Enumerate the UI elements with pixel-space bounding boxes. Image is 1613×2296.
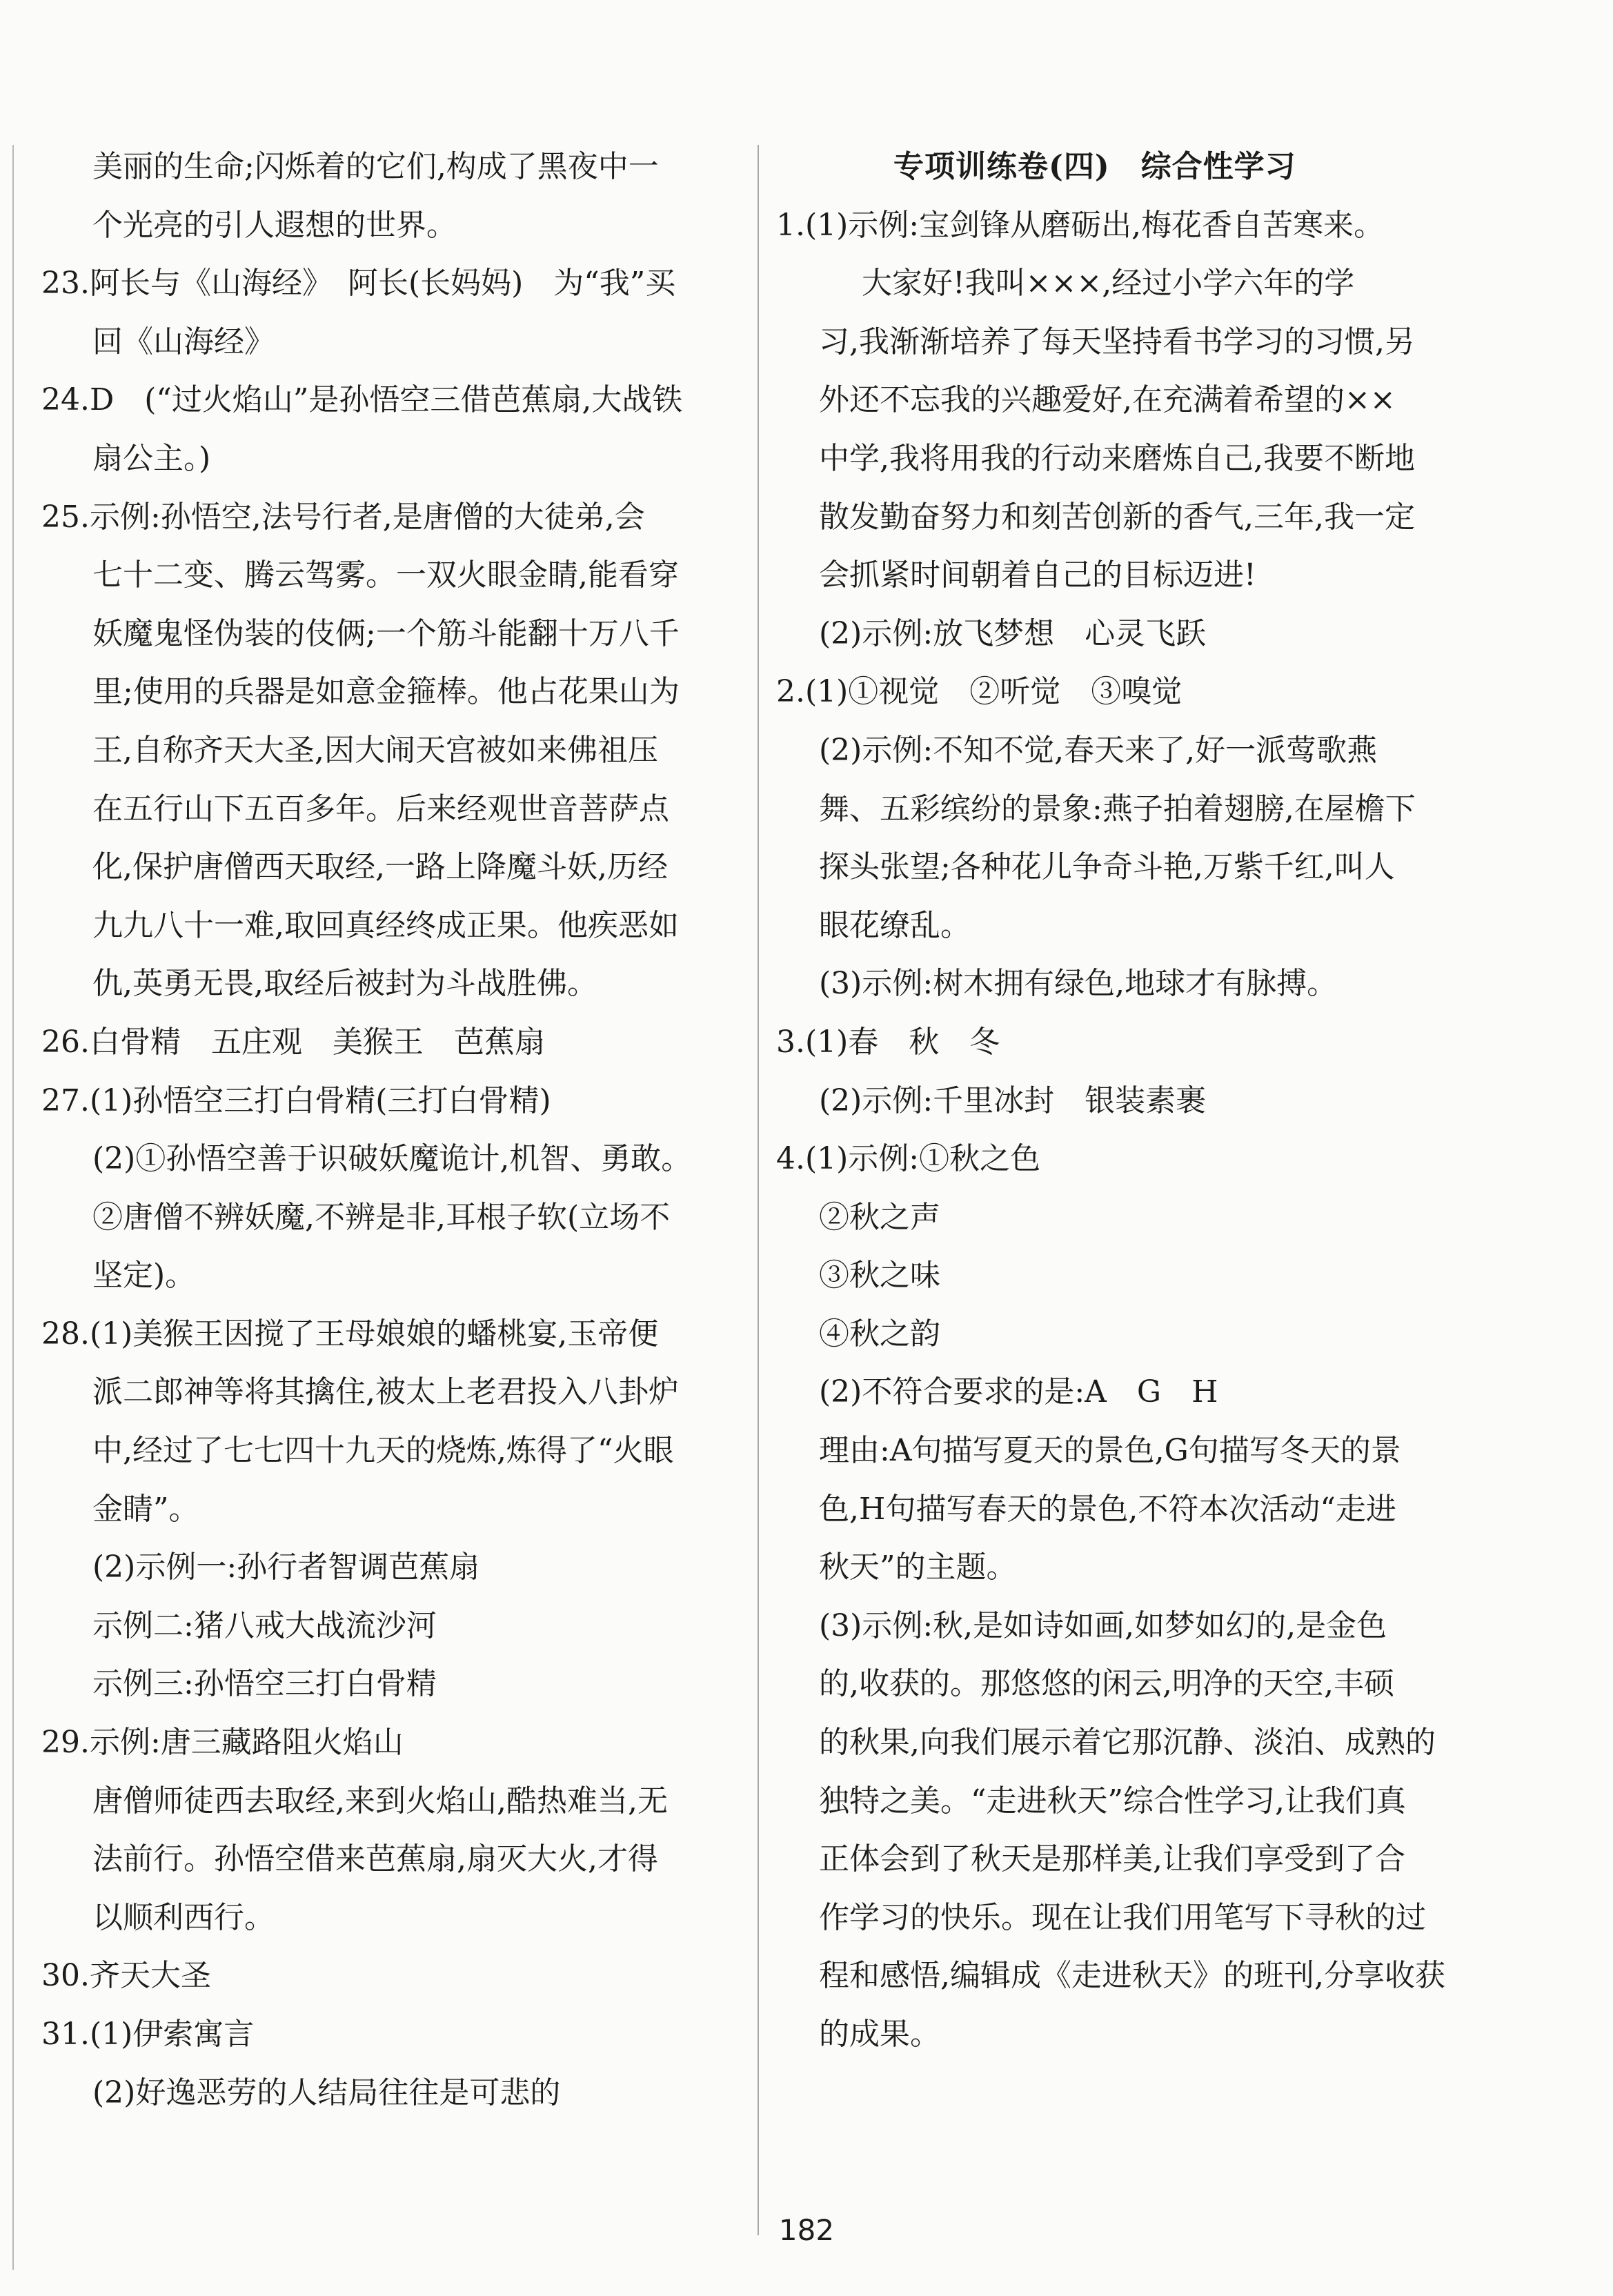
text-line: 作学习的快乐。现在让我们用笔写下寻秋的过 bbox=[819, 1899, 1426, 1935]
text-line: (2)①孙悟空善于识破妖魔诡计,机智、勇敢。 bbox=[92, 1141, 692, 1177]
text-line: 回《山海经》 bbox=[92, 324, 275, 359]
text-line: 舞、五彩缤纷的景象:燕子拍着翅膀,在屋檐下 bbox=[819, 791, 1416, 827]
page-number: 182 bbox=[778, 2213, 835, 2247]
text-line: (2)示例一:孙行者智调芭蕉扇 bbox=[92, 1550, 480, 1585]
text-line: 2.(1)①视觉 ②听觉 ③嗅觉 bbox=[776, 674, 1182, 710]
text-line: 的成果。 bbox=[819, 2017, 940, 2052]
text-line: 唐僧师徒西去取经,来到火焰山,酷热难当,无 bbox=[92, 1783, 668, 1819]
text-line: 29.示例:唐三藏路阻火焰山 bbox=[41, 1725, 404, 1761]
text-line: 在五行山下五百多年。后来经观世音菩萨点 bbox=[92, 791, 669, 827]
text-line: 28.(1)美猴王因搅了王母娘娘的蟠桃宴,玉帝便 bbox=[41, 1316, 659, 1352]
right-column bbox=[776, 138, 1573, 2064]
text-line: 妖魔鬼怪伪装的伎俩;一个筋斗能翻十万八千 bbox=[92, 615, 680, 651]
text-line: 程和感悟,编辑成《走进秋天》的班刊,分享收获 bbox=[819, 1958, 1445, 1994]
text-line: 中,经过了七七四十九天的烧炼,炼得了“火眼 bbox=[92, 1433, 674, 1469]
section-title: 专项训练卷(四) 综合性学习 bbox=[893, 149, 1296, 184]
text-line: 九九八十一难,取回真经终成正果。他疾恶如 bbox=[92, 907, 679, 943]
text-line: (2)示例:放飞梦想 心灵飞跃 bbox=[819, 615, 1207, 651]
left-column bbox=[41, 138, 742, 2122]
text-line: 30.齐天大圣 bbox=[41, 1958, 211, 1994]
text-line: 眼花缭乱。 bbox=[819, 907, 971, 943]
text-line: 31.(1)伊索寓言 bbox=[41, 2017, 255, 2052]
text-line: ②秋之声 bbox=[819, 1199, 940, 1235]
text-line: 美丽的生命;闪烁着的它们,构成了黑夜中一 bbox=[92, 149, 659, 184]
text-line: 散发勤奋努力和刻苦创新的香气,三年,我一定 bbox=[819, 499, 1415, 535]
text-line: 25.示例:孙悟空,法号行者,是唐僧的大徒弟,会 bbox=[41, 499, 645, 535]
text-line: 1.(1)示例:宝剑锋从磨砺出,梅花香自苦寒来。 bbox=[776, 207, 1385, 243]
text-line: ④秋之韵 bbox=[819, 1316, 940, 1352]
text-line: 大家好!我叫×××,经过小学六年的学 bbox=[862, 266, 1355, 301]
text-line: 的秋果,向我们展示着它那沉静、淡泊、成熟的 bbox=[819, 1725, 1436, 1761]
text-line: ②唐僧不辨妖魔,不辨是非,耳根子软(立场不 bbox=[92, 1199, 671, 1235]
text-line: 化,保护唐僧西天取经,一路上降魔斗妖,历经 bbox=[92, 849, 668, 885]
text-line: 里;使用的兵器是如意金箍棒。他占花果山为 bbox=[92, 674, 680, 710]
text-line: 秋天”的主题。 bbox=[819, 1550, 1017, 1585]
text-line: 23.阿长与《山海经》 阿长(长妈妈) 为“我”买 bbox=[41, 266, 676, 301]
text-line: 24.D (“过火焰山”是孙悟空三借芭蕉扇,大战铁 bbox=[41, 382, 683, 418]
text-line: (2)示例:千里冰封 银装素裹 bbox=[819, 1082, 1207, 1118]
text-line: 王,自称齐天大圣,因大闹天宫被如来佛祖压 bbox=[92, 732, 658, 768]
text-line: 习,我渐渐培养了每天坚持看书学习的习惯,另 bbox=[819, 324, 1415, 359]
text-line: 的,收获的。那悠悠的闲云,明净的天空,丰硕 bbox=[819, 1666, 1394, 1702]
text-line: 3.(1)春 秋 冬 bbox=[776, 1024, 1000, 1060]
text-line: 4.(1)示例:①秋之色 bbox=[776, 1141, 1041, 1177]
text-line: 示例三:孙悟空三打白骨精 bbox=[92, 1666, 437, 1702]
column-divider bbox=[758, 145, 759, 2235]
text-line: 坚定)。 bbox=[92, 1258, 196, 1294]
text-line: 理由:A句描写夏天的景色,G句描写冬天的景 bbox=[819, 1433, 1401, 1469]
text-line: (2)好逸恶劳的人结局往往是可悲的 bbox=[92, 2075, 561, 2110]
text-line: 正体会到了秋天是那样美,让我们享受到了合 bbox=[819, 1841, 1405, 1877]
text-line: 探头张望;各种花儿争奇斗艳,万紫千红,叫人 bbox=[819, 849, 1395, 885]
text-line: 中学,我将用我的行动来磨炼自己,我要不断地 bbox=[819, 440, 1415, 476]
text-line: 个光亮的引人遐想的世界。 bbox=[92, 207, 457, 243]
left-margin-rule bbox=[12, 145, 14, 2270]
text-line: 27.(1)孙悟空三打白骨精(三打白骨精) bbox=[41, 1082, 551, 1118]
text-line: 色,H句描写春天的景色,不符本次活动“走进 bbox=[819, 1491, 1396, 1527]
text-line: (3)示例:树木拥有绿色,地球才有脉搏。 bbox=[819, 966, 1338, 1002]
text-line: 金睛”。 bbox=[92, 1491, 199, 1527]
text-line: 会抓紧时间朝着自己的目标迈进! bbox=[819, 557, 1256, 593]
text-line: 仇,英勇无畏,取经后被封为斗战胜佛。 bbox=[92, 966, 597, 1002]
text-line: 七十二变、腾云驾雾。一双火眼金睛,能看穿 bbox=[92, 557, 679, 593]
text-line: 以顺利西行。 bbox=[92, 1899, 275, 1935]
text-line: 扇公主。) bbox=[92, 440, 211, 476]
text-line: (2)不符合要求的是:A G H bbox=[819, 1374, 1218, 1410]
text-line: 外还不忘我的兴趣爱好,在充满着希望的×× bbox=[819, 382, 1396, 418]
text-line: 法前行。孙悟空借来芭蕉扇,扇灭大火,才得 bbox=[92, 1841, 658, 1877]
text-line: 示例二:猪八戒大战流沙河 bbox=[92, 1607, 437, 1643]
text-line: (3)示例:秋,是如诗如画,如梦如幻的,是金色 bbox=[819, 1607, 1387, 1643]
text-line: 派二郎神等将其擒住,被太上老君投入八卦炉 bbox=[92, 1374, 679, 1410]
text-line: (2)示例:不知不觉,春天来了,好一派莺歌燕 bbox=[819, 732, 1378, 768]
text-line: 26.白骨精 五庄观 美猴王 芭蕉扇 bbox=[41, 1024, 545, 1060]
text-line: ③秋之味 bbox=[819, 1258, 940, 1294]
text-line: 独特之美。“走进秋天”综合性学习,让我们真 bbox=[819, 1783, 1406, 1819]
